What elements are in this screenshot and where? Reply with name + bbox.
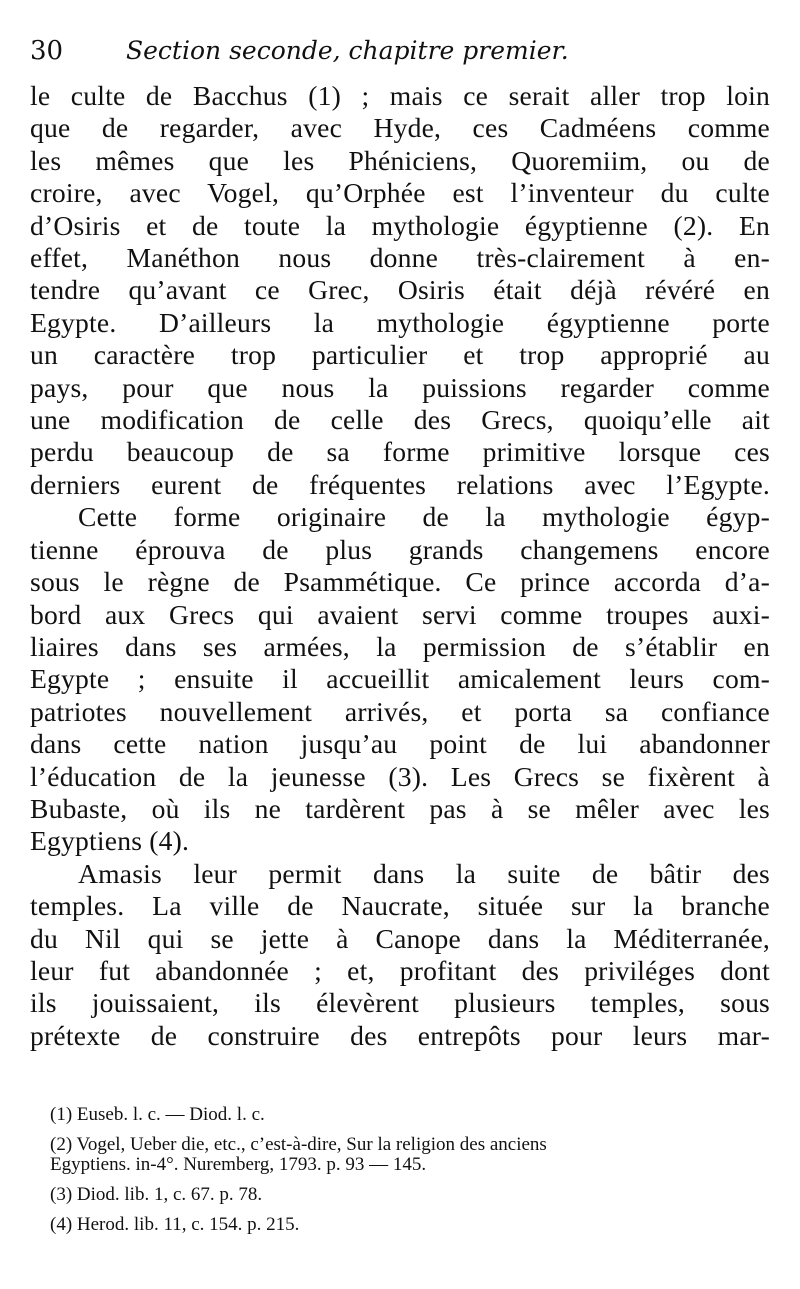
- text-line: que de regarder, avec Hyde, ces Cadméens comme: [30, 112, 770, 144]
- text-line: d’Osiris et de toute la mythologie égyptienne (2). En: [30, 209, 770, 241]
- book-page: [30, 36, 770, 1052]
- page-header: [30, 36, 770, 80]
- text-line: patriotes nouvellement arrivés, et porta sa confiance: [30, 695, 770, 727]
- text-line: prétexte de construire des entrepôts pour leurs mar-: [30, 1019, 770, 1051]
- text-line: le culte de Bacchus (1) ; mais ce serait aller trop loin: [30, 80, 770, 111]
- text-line: bord aux Grecs qui avaient servi comme troupes auxi-: [30, 598, 770, 630]
- footnote-4: (4) Herod. lib. 11, c. 154. p. 215.: [50, 1214, 300, 1235]
- text-line: Egypte ; ensuite il accueillit amicalement leurs com-: [30, 663, 770, 695]
- text-line: Egyptiens (4).: [30, 825, 190, 857]
- paragraph-1: [30, 80, 770, 501]
- text-line: du Nil qui se jette à Canope dans la Méditerranée,: [30, 922, 770, 954]
- footnote-2: (2) Vogel, Ueber die, etc., c’est-à-dire, Sur la religion des anciens: [50, 1134, 547, 1155]
- paragraph-3: [30, 858, 770, 1052]
- text-line: liaires dans ses armées, la permission de s’établir en: [30, 630, 770, 662]
- text-line: un caractère trop particulier et trop approprié au: [30, 339, 770, 371]
- footnote-2-continued: Egyptiens. in-4°. Nuremberg, 1793. p. 93 — 145.: [50, 1154, 427, 1175]
- text-line: effet, Manéthon nous donne très-clairement à en-: [30, 242, 770, 274]
- text-line: dans cette nation jusqu’au point de lui abandonner: [30, 728, 770, 760]
- footnote-1: (1) Euseb. l. c. — Diod. l. c.: [50, 1104, 265, 1125]
- text-line: derniers eurent de fréquentes relations avec l’Egypte.: [30, 468, 770, 500]
- text-line: sous le règne de Psammétique. Ce prince accorda d’a-: [30, 566, 770, 598]
- text-line: les mêmes que les Phéniciens, Quoremiim, ou de: [30, 144, 770, 176]
- footnote-3: (3) Diod. lib. 1, c. 67. p. 78.: [50, 1184, 263, 1205]
- page-number: 30: [30, 36, 64, 66]
- text-line: l’éducation de la jeunesse (3). Les Grecs se fixèrent à: [30, 760, 770, 792]
- text-line: Egypte. D’ailleurs la mythologie égyptienne porte: [30, 306, 770, 338]
- text-line: croire, avec Vogel, qu’Orphée est l’inventeur du culte: [30, 177, 770, 209]
- text-line: perdu beaucoup de sa forme primitive lorsque ces: [30, 436, 770, 468]
- text-line: Amasis leur permit dans la suite de bâtir des: [78, 857, 770, 889]
- footnotes: [50, 1100, 765, 1240]
- text-line: leur fut abandonnée ; et, profitant des priviléges dont: [30, 954, 770, 986]
- text-line: pays, pour que nous la puissions regarder comme: [30, 371, 770, 403]
- text-line: temples. La ville de Naucrate, située sur la branche: [30, 890, 770, 922]
- text-line: une modification de celle des Grecs, quoiqu’elle ait: [30, 404, 770, 436]
- text-line: Bubaste, où ils ne tardèrent pas à se mêler avec les: [30, 792, 770, 824]
- text-line: Cette forme originaire de la mythologie égyp-: [78, 501, 770, 533]
- paragraph-2: [30, 501, 770, 857]
- text-line: tienne éprouva de plus grands changemens encore: [30, 533, 770, 565]
- text-line: ils jouissaient, ils élevèrent plusieurs temples, sous: [30, 987, 770, 1019]
- body-text: [30, 80, 770, 1052]
- text-line: tendre qu’avant ce Grec, Osiris était déjà révéré en: [30, 274, 770, 306]
- running-head: Section seconde, chapitre premier.: [126, 36, 569, 65]
